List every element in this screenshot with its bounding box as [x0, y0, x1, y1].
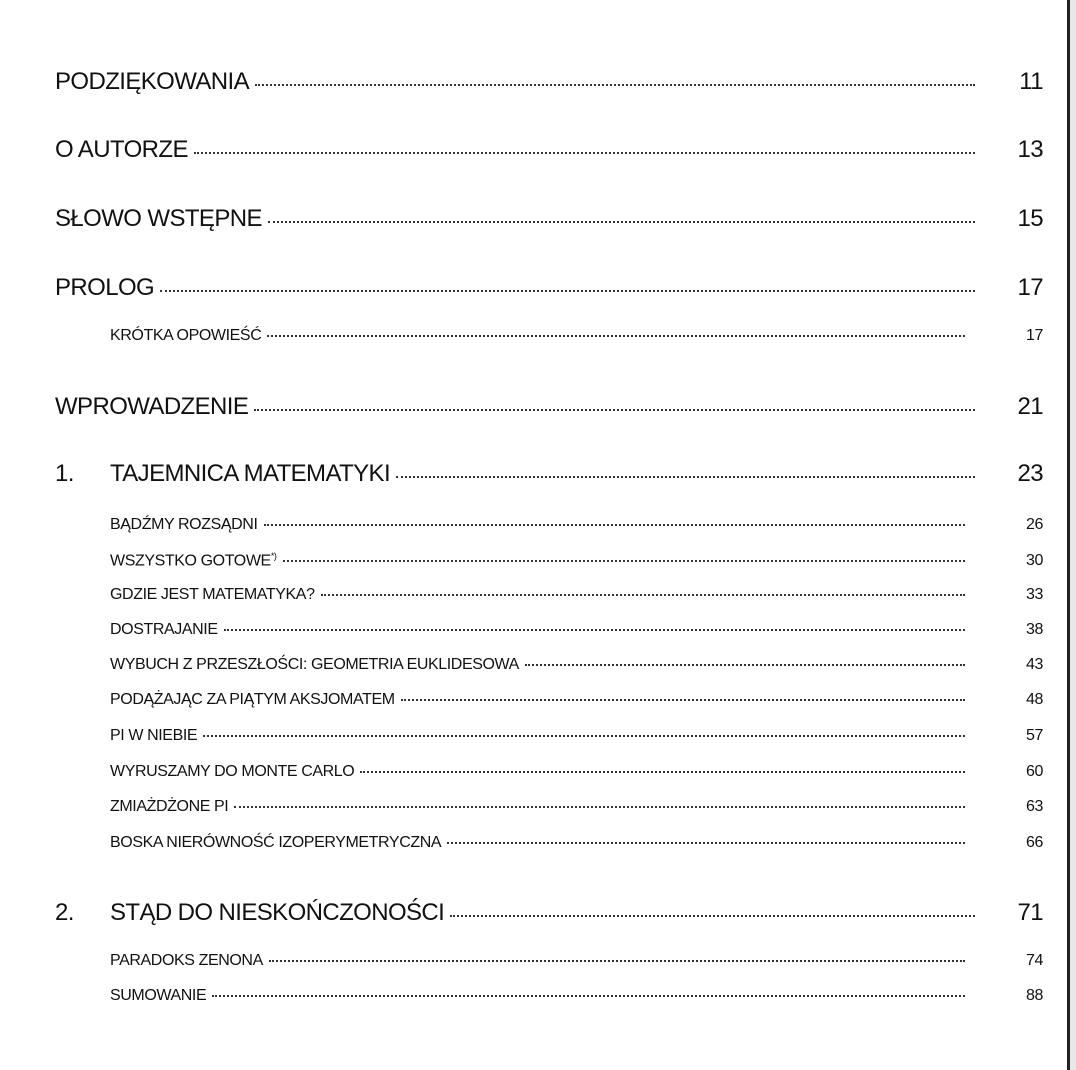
toc-entry	[55, 952, 1043, 970]
entry-title-text: PROLOG	[55, 274, 155, 301]
page-number: 88	[1026, 987, 1043, 1004]
toc-entry	[55, 136, 1043, 164]
toc-entry	[55, 621, 1043, 639]
dot-leader	[194, 152, 975, 154]
toc-entry	[55, 68, 1043, 96]
toc-entry	[55, 205, 1043, 233]
entry-title	[110, 952, 263, 970]
dot-leader	[450, 915, 975, 917]
dot-leader	[396, 476, 975, 478]
toc-entry	[55, 516, 1043, 534]
toc-entry	[55, 656, 1043, 674]
entry-title-text: ZMIAŻDŻONE PI	[110, 798, 229, 815]
toc-entry	[55, 460, 1043, 488]
dot-leader	[224, 629, 965, 631]
entry-title	[55, 274, 154, 302]
toc-entry	[55, 727, 1043, 745]
entry-title-text: TAJEMNICA MATEMATYKI	[110, 460, 391, 487]
page-number: 21	[1017, 393, 1043, 420]
page-number: 63	[1026, 798, 1043, 815]
page-number: 17	[1017, 274, 1043, 301]
entry-title-text: GDZIE JEST MATEMATYKA?	[110, 586, 315, 603]
dot-leader	[234, 806, 965, 808]
dot-leader	[447, 842, 965, 844]
entry-title	[110, 516, 258, 534]
page-number: 60	[1026, 763, 1043, 780]
dot-leader	[283, 560, 965, 562]
chapter-number: 2.	[55, 899, 74, 926]
entry-title	[110, 834, 441, 852]
entry-title	[110, 586, 315, 604]
page-number: 48	[1026, 691, 1043, 708]
entry-title	[55, 136, 188, 164]
toc-entry	[55, 586, 1043, 604]
page-number: 13	[1017, 136, 1043, 163]
page-number: 23	[1017, 460, 1043, 487]
dot-leader	[269, 960, 965, 962]
toc-entry	[55, 834, 1043, 852]
dot-leader	[203, 735, 965, 737]
entry-title-text: DOSTRAJANIE	[110, 621, 218, 638]
entry-title-text: KRÓTKA OPOWIEŚĆ	[110, 327, 262, 344]
page-number: 26	[1026, 516, 1043, 533]
entry-title-text: WSZYSTKO GOTOWE	[110, 552, 271, 570]
entry-title-text: PODĄŻAJĄC ZA PIĄTYM AKSJOMATEM	[110, 691, 395, 708]
entry-title-text: WYBUCH Z PRZESZŁOŚCI: GEOMETRIA EUKLIDESOWA	[110, 656, 519, 673]
entry-title-text: PI W NIEBIE	[110, 727, 198, 744]
entry-title	[110, 727, 197, 745]
dot-leader	[525, 664, 965, 666]
entry-title-text: BĄDŹMY ROZSĄDNI	[110, 516, 258, 533]
toc-entry	[55, 551, 1043, 570]
page-number: 38	[1026, 621, 1043, 638]
toc-entry	[55, 899, 1043, 927]
page-number: 66	[1026, 834, 1043, 851]
entry-title	[110, 691, 395, 709]
entry-title-text: STĄD DO NIESKOŃCZONOŚCI	[110, 899, 445, 926]
page-number: 33	[1026, 586, 1043, 603]
dot-leader	[360, 771, 965, 773]
entry-title-text: BOSKA NIERÓWNOŚĆ IZOPERYMETRYCZNA	[110, 834, 442, 851]
page-number: 15	[1017, 205, 1043, 232]
entry-title-text: WYRUSZAMY DO MONTE CARLO	[110, 763, 355, 780]
dot-leader	[254, 409, 975, 411]
page-number: 71	[1017, 899, 1043, 926]
toc-entry	[55, 798, 1043, 816]
footnote-mark: *)	[270, 551, 277, 561]
dot-leader	[160, 290, 975, 292]
page-number: 30	[1026, 552, 1043, 570]
entry-title-text: PARADOKS ZENONA	[110, 952, 263, 969]
dot-leader	[321, 594, 965, 596]
dot-leader	[267, 335, 965, 337]
dot-leader	[264, 524, 965, 526]
page-number: 17	[1026, 327, 1043, 344]
dot-leader	[401, 699, 965, 701]
toc-entry	[55, 763, 1043, 781]
entry-title	[110, 763, 354, 781]
entry-title	[55, 68, 249, 96]
entry-title-text: SUMOWANIE	[110, 987, 207, 1004]
toc-entry	[55, 393, 1043, 421]
entry-title	[110, 656, 519, 674]
entry-title	[110, 798, 228, 816]
page-number: 43	[1026, 656, 1043, 673]
entry-title	[110, 987, 206, 1005]
entry-title	[110, 327, 261, 345]
page-edge-shadow	[1070, 0, 1076, 1070]
dot-leader	[212, 995, 965, 997]
entry-title-text: SŁOWO WSTĘPNE	[55, 205, 262, 232]
dot-leader	[255, 84, 975, 86]
page-number: 11	[1019, 68, 1043, 95]
toc-entry	[55, 327, 1043, 345]
page-number: 74	[1026, 952, 1043, 969]
entry-title-text: O AUTORZE	[55, 136, 188, 163]
entry-title	[110, 899, 444, 927]
entry-title	[110, 460, 390, 488]
entry-title	[110, 621, 218, 639]
dot-leader	[268, 221, 975, 223]
entry-title-text: PODZIĘKOWANIA	[55, 68, 249, 95]
entry-title	[55, 393, 248, 421]
toc-entry	[55, 691, 1043, 709]
entry-title	[55, 205, 262, 233]
toc-entry	[55, 987, 1043, 1005]
entry-title-text: WPROWADZENIE	[55, 393, 249, 420]
entry-title	[110, 551, 277, 570]
page-number: 57	[1026, 727, 1043, 744]
chapter-number: 1.	[55, 460, 74, 487]
toc-entry	[55, 274, 1043, 302]
